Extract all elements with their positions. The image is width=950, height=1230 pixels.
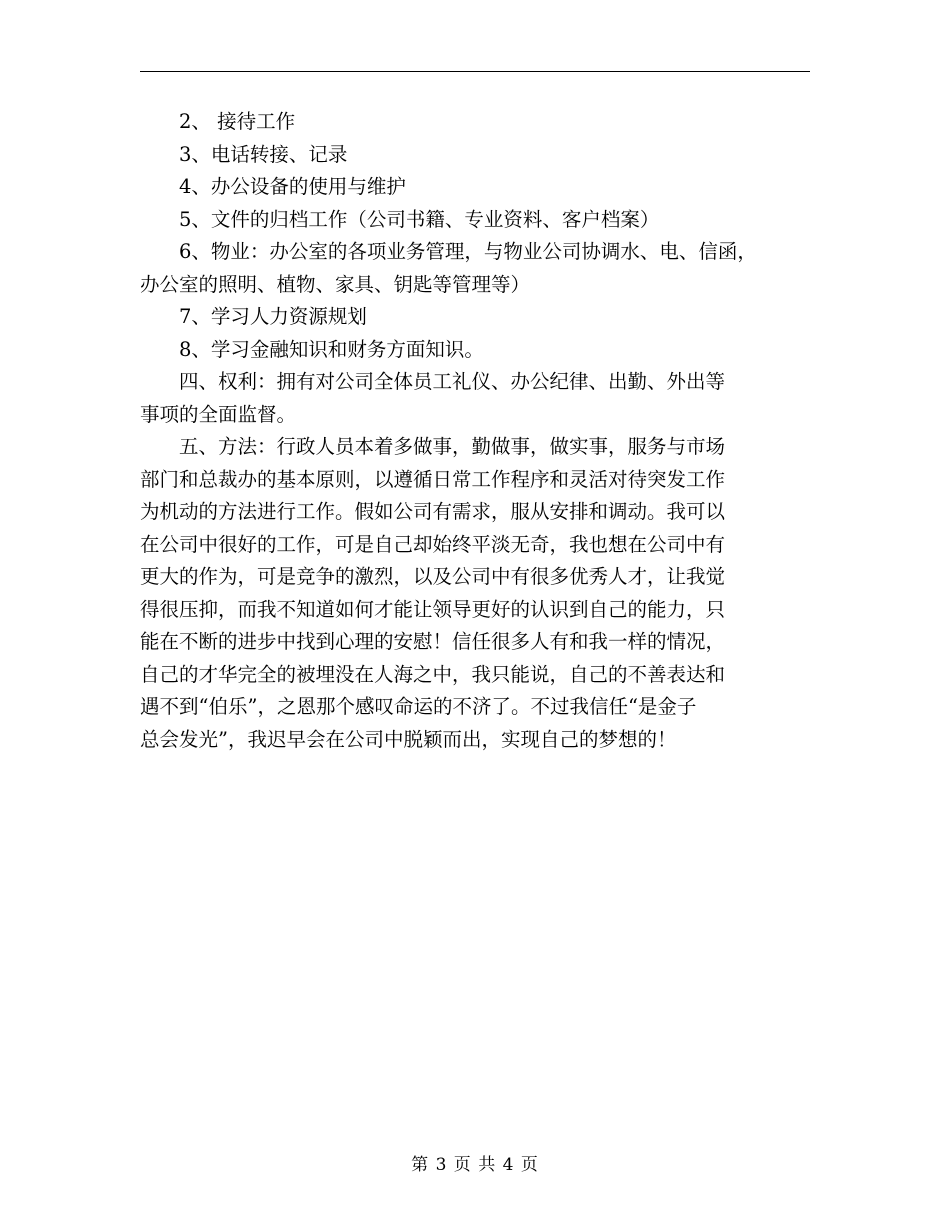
section-rights-line-2: 事项的全面监督。 (140, 402, 297, 426)
section-methods-line-9: 遇不到“伯乐”，之恩那个感叹命运的不济了。不过我信任“是金子 (140, 695, 697, 718)
section-rights-line-1: 四、权利：拥有对公司全体员工礼仪、办公纪律、出勤、外出等 (179, 370, 726, 393)
list-item-6-line-2: 办公室的照明、植物、家具、钥匙等管理等） (140, 272, 531, 296)
page-number-label: 第 3 页 共 4 页 (411, 1155, 539, 1175)
page-footer (0, 1154, 950, 1176)
list-item-4: 4、办公设备的使用与维护 (179, 175, 406, 198)
section-methods-line-7: 能在不断的进步中找到心理的安慰！信任很多人有和我一样的情况， (140, 630, 726, 653)
section-methods-line-10: 总会发光”，我迟早会在公司中脱颖而出，实现自己的梦想的！ (140, 727, 677, 751)
list-item-6-line-1: 6、物业：办公室的各项业务管理，与物业公司协调水、电、信函， (179, 240, 757, 263)
list-item-5: 5、文件的归档工作（公司书籍、专业资料、客户档案） (179, 207, 660, 231)
section-methods-line-5: 更大的作为，可是竞争的激烈，以及公司中有很多优秀人才，让我觉 (140, 565, 726, 588)
section-methods-line-2: 部门和总裁办的基本原则，以遵循日常工作程序和灵活对待突发工作 (140, 467, 726, 491)
list-item-8: 8、学习金融知识和财务方面知识。 (179, 337, 484, 361)
section-methods-line-3: 为机动的方法进行工作。假如公司有需求，服从安排和调动。我可以 (140, 500, 726, 523)
section-methods-line-8: 自己的才华完全的被埋没在人海之中，我只能说，自己的不善表达和 (140, 662, 726, 686)
list-item-2: 2、 接待工作 (179, 110, 296, 133)
list-item-7: 7、学习人力资源规划 (179, 305, 367, 328)
section-methods-line-4: 在公司中很好的工作，可是自己却始终平淡无奇，我也想在公司中有 (140, 532, 726, 556)
list-item-3: 3、电话转接、记录 (179, 142, 348, 166)
section-methods-line-6: 得很压抑，而我不知道如何才能让领导更好的认识到自己的能力，只 (140, 597, 726, 621)
document-body (140, 106, 820, 756)
header-rule (140, 71, 810, 72)
section-methods-line-1: 五、方法：行政人员本着多做事，勤做事，做实事，服务与市场 (179, 435, 726, 458)
